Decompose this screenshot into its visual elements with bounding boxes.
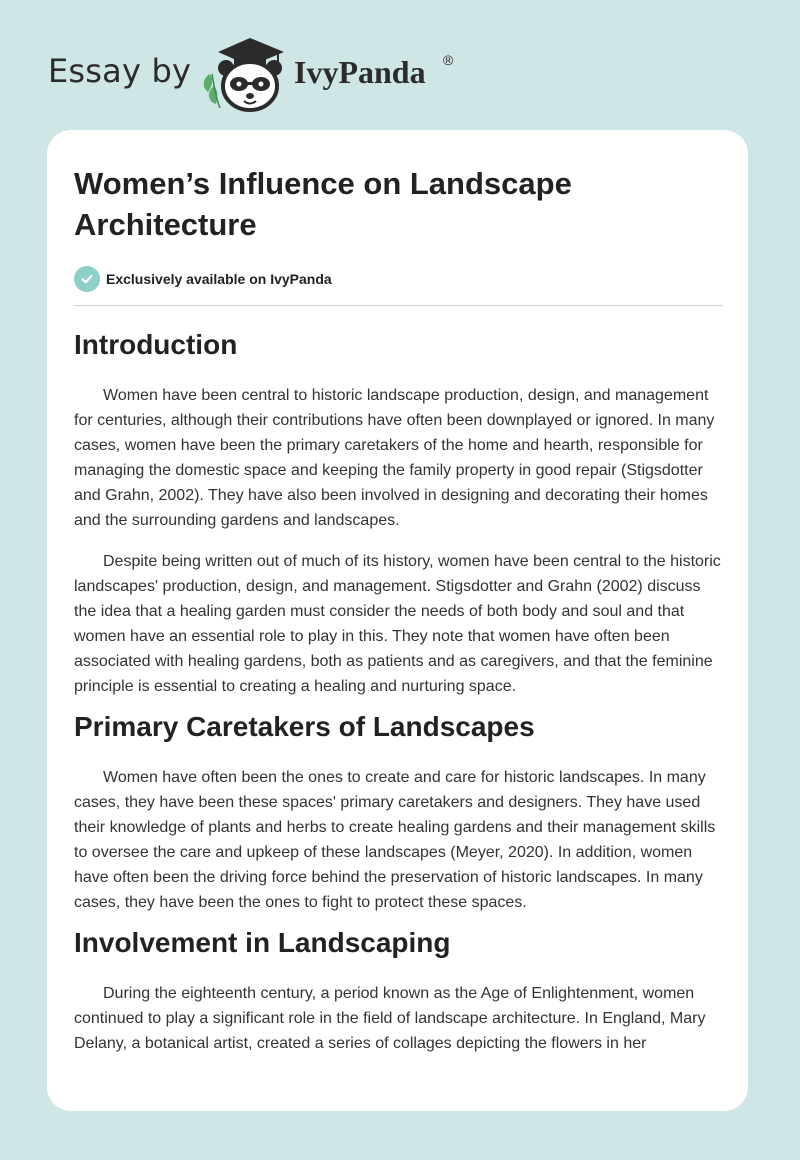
page-title: Women’s Influence on Landscape Architecture bbox=[74, 166, 572, 242]
paragraph: During the eighteenth century, a period known as the Age of Enlightenment, women continued to play a significant role in the field of landscape architecture. In England, Mary Delany, a botanical artist, created a series of collages depicting the flowers in her bbox=[74, 985, 706, 1052]
section-involvement bbox=[74, 925, 724, 1056]
check-circle-icon bbox=[74, 266, 100, 292]
essay-card bbox=[47, 130, 748, 1111]
paragraph: Despite being written out of much of its history, women have been central to the historic landscapes' production, design, and management. Stigsdotter and Grahn (2002) discuss the idea that a healing garden must consider the needs of both body and soul and that women have an essential role to play in this. They note that women have often been associated with healing gardens, both as patients and as caregivers, and that the feminine principle is essential to creating a healing and nurturing space. bbox=[74, 553, 721, 695]
panda-graduate-logo-icon[interactable] bbox=[200, 34, 290, 114]
registered-mark: ® bbox=[443, 52, 454, 68]
section-heading: Involvement in Landscaping bbox=[74, 927, 451, 958]
site-header bbox=[48, 34, 468, 114]
brand-name[interactable]: IvyPanda bbox=[294, 54, 426, 90]
title-divider bbox=[74, 305, 723, 306]
section-introduction bbox=[74, 327, 724, 699]
essay-content bbox=[74, 163, 724, 1056]
paragraph: Women have often been the ones to create and care for historic landscapes. In many cases, they have been these spaces' primary caretakers and designers. They have used their knowledge of plants and herbs to create healing gardens and their management skills to oversee the care and upkeep of these landscapes (Meyer, 2020). In addition, women have often been the driving force behind the preservation of historic landscapes. In many cases, they have been the ones to fight to protect these spaces. bbox=[74, 769, 716, 911]
paragraph: Women have been central to historic landscape production, design, and management for centuries, although their contributions have often been downplayed or ignored. In many cases, women have been the primary caretakers of the home and hearth, responsible for managing the domestic space and keeping the family property in good repair (Stigsdotter and Grahn, 2002). They have also been involved in designing and decorating their homes and the surrounding gardens and landscapes. bbox=[74, 387, 715, 529]
brand-prefix: Essay by bbox=[48, 52, 192, 90]
section-heading: Introduction bbox=[74, 329, 238, 360]
section-heading: Primary Caretakers of Landscapes bbox=[74, 711, 535, 742]
exclusive-badge-label: Exclusively available on IvyPanda bbox=[106, 271, 332, 287]
section-primary-caretakers bbox=[74, 709, 724, 915]
exclusive-badge bbox=[74, 265, 724, 293]
